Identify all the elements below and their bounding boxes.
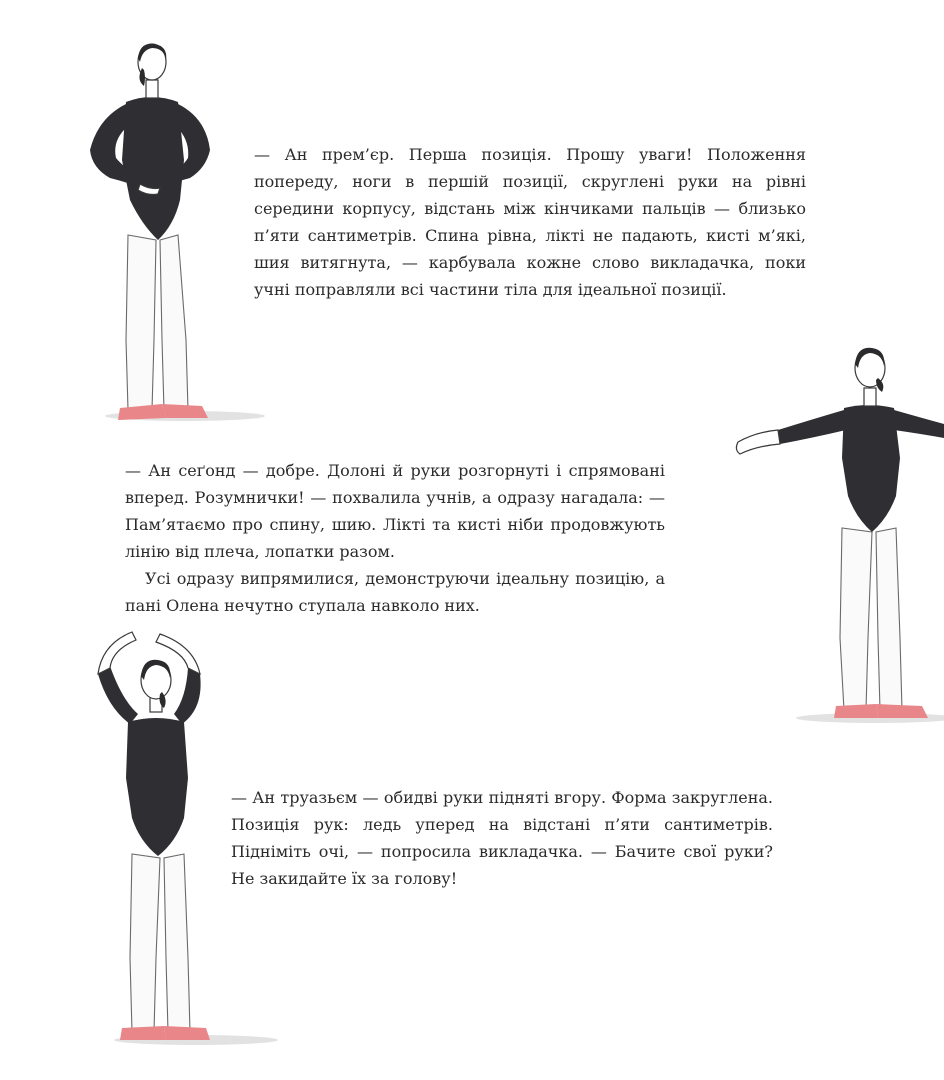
ballerina-first-position-illustration — [70, 40, 280, 430]
text-second-position: — Ан сеґонд — добре. Долоні й руки розгорнуті і спрямовані вперед. Розумнички! — похвалила учнів, а одразу нагадала: — Пам’ятаємо про спину, шию. Лікті та кисті ніби продовжують лінію від плеча, лопатки разом. — [125, 461, 665, 561]
paragraph-second-position — [125, 457, 665, 619]
ballerina-second-position-illustration — [726, 338, 944, 728]
paragraph-first-position — [254, 141, 806, 303]
text-third-position: — Ан труазьєм — обидві руки підняті вгору. Форма закруглена. Позиція рук: ледь уперед на відстані п’яти сантиметрів. Підніміть очі, — попросила викладачка. — Бачите свої руки? Не закидайте їх за голову! — [231, 788, 773, 888]
text-second-position-continued: Усі одразу випрямилися, демонструючи ідеальну позицію, а пані Олена нечутно ступала навколо них. — [125, 569, 665, 615]
text-first-position: — Ан прем’єр. Перша позиція. Прошу уваги! Положення попереду, ноги в першій позиції, скруглені руки на рівні середини корпусу, відстань між кінчиками пальців — близько п’яти сантиметрів. Спина рівна, лікті не падають, кисті м’які, шия витягнута, — карбувала кожне слово викладачка, поки учні поправляли всі частини тіла для ідеальної позиції. — [254, 145, 806, 299]
paragraph-third-position — [231, 784, 773, 892]
